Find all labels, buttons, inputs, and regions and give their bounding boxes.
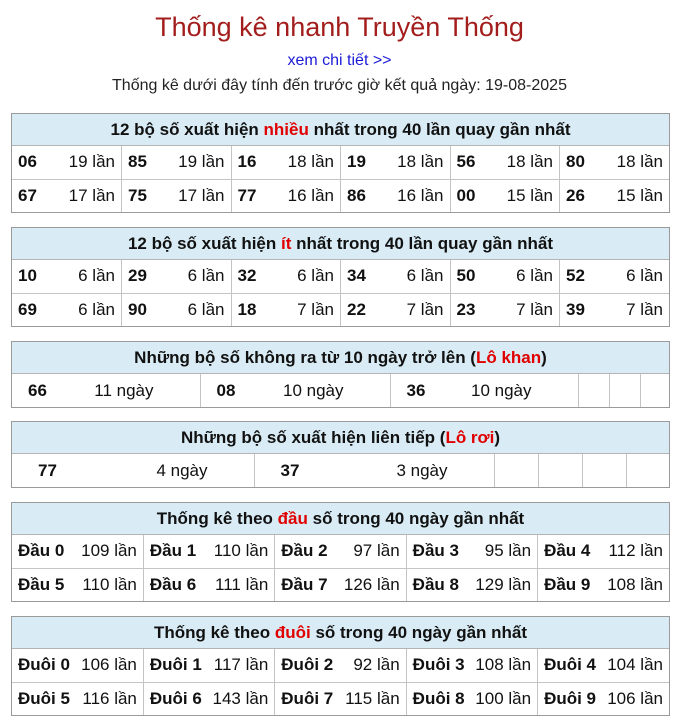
stat-cell <box>143 535 274 568</box>
stat-number: 69 <box>18 299 37 319</box>
table-row <box>12 454 671 487</box>
stat-number: Đuôi 6 <box>149 688 202 708</box>
stat-cell <box>143 649 274 682</box>
duoi-section <box>11 616 670 716</box>
stat-number: 50 <box>456 266 476 286</box>
section-header: 12 bộ số xuất hiện ít nhất trong 40 lần quay gần nhất <box>12 228 669 260</box>
stat-count: 10 ngày <box>471 380 532 400</box>
stat-cell <box>450 260 560 293</box>
stat-cell <box>231 146 341 179</box>
stat-count: 4 ngày <box>156 460 208 480</box>
stat-cell <box>450 179 560 212</box>
stat-number: Đuôi 5 <box>18 688 70 708</box>
page-subtitle: Thống kê dưới đây tính đến trước giờ kết quả ngày: 19-08-2025 <box>112 77 567 94</box>
stat-cell <box>122 293 232 326</box>
stat-count: 6 lần <box>406 266 444 286</box>
empty-cell <box>582 454 626 487</box>
stat-cell <box>560 179 670 212</box>
stat-cell <box>406 568 537 601</box>
stat-cell <box>12 454 254 487</box>
most-frequent-section <box>11 113 670 213</box>
stat-number: Đầu 4 <box>544 541 591 561</box>
stat-number: Đầu 0 <box>18 541 65 561</box>
page-title: Thống kê nhanh Truyền Thống <box>155 12 524 42</box>
lo-roi-section <box>11 421 670 488</box>
stat-count: 19 lần <box>68 152 115 172</box>
stat-number: Đuôi 7 <box>281 688 334 708</box>
stat-count: 18 lần <box>287 152 334 172</box>
duoi-table <box>12 649 669 715</box>
stat-number: Đầu 5 <box>18 574 65 594</box>
stat-number: 19 <box>347 152 366 172</box>
stat-count: 6 lần <box>187 299 225 319</box>
stat-cell <box>341 293 451 326</box>
stat-cell <box>12 260 122 293</box>
empty-cell <box>538 454 582 487</box>
stat-cell <box>341 260 451 293</box>
stat-cell <box>560 260 670 293</box>
stat-number: 39 <box>566 299 585 319</box>
stat-cell <box>143 682 274 715</box>
stat-count: 126 lần <box>343 574 400 594</box>
stat-cell <box>12 374 200 407</box>
view-details-link[interactable]: xem chi tiết >> <box>287 52 392 69</box>
section-header: Những bộ số xuất hiện liên tiếp (Lô rơi) <box>12 422 669 454</box>
stat-number: 00 <box>456 185 476 205</box>
stat-count: 100 lần <box>475 688 532 708</box>
stat-number: 36 <box>406 380 426 400</box>
stat-count: 6 lần <box>187 266 225 286</box>
stat-count: 112 lần <box>608 541 663 561</box>
stat-number: Đầu 1 <box>149 541 197 561</box>
stat-number: Đuôi 1 <box>149 655 202 675</box>
stat-count: 17 lần <box>68 185 115 205</box>
stat-number: 77 <box>237 185 257 205</box>
stat-cell <box>560 146 670 179</box>
stat-number: Đầu 9 <box>544 574 591 594</box>
stat-cell <box>341 146 451 179</box>
table-row <box>12 682 669 715</box>
stat-count: 16 lần <box>287 185 334 205</box>
most-frequent-table <box>12 146 669 212</box>
stat-count: 7 lần <box>297 299 334 319</box>
stat-count: 110 lần <box>213 541 269 561</box>
stat-cell <box>12 146 122 179</box>
stat-cell <box>231 293 341 326</box>
stat-number: 29 <box>128 266 147 286</box>
stat-number: 34 <box>347 266 366 286</box>
stat-count: 16 lần <box>397 185 444 205</box>
stat-count: 7 lần <box>626 299 663 319</box>
stat-number: 23 <box>456 299 476 319</box>
stat-number: 08 <box>216 380 236 400</box>
table-row <box>12 649 669 682</box>
stat-cell <box>275 568 406 601</box>
stat-number: Đuôi 0 <box>18 655 70 675</box>
table-row <box>12 293 669 326</box>
stat-number: 32 <box>237 266 257 286</box>
stat-count: 7 lần <box>406 299 444 319</box>
stat-count: 7 lần <box>516 299 553 319</box>
stat-number: 90 <box>128 299 147 319</box>
least-frequent-section <box>11 227 670 327</box>
stat-count: 143 lần <box>212 688 269 708</box>
empty-cell <box>626 454 671 487</box>
stat-number: Đầu 8 <box>412 574 459 594</box>
stat-count: 6 lần <box>297 266 334 286</box>
section-header: Thống kê theo đầu số trong 40 ngày gần nhất <box>12 503 669 535</box>
stat-count: 109 lần <box>81 541 137 561</box>
stat-cell <box>12 293 122 326</box>
stat-number: 75 <box>128 185 147 205</box>
stat-cell <box>390 374 578 407</box>
stat-count: 10 ngày <box>283 380 344 400</box>
stat-cell <box>406 682 537 715</box>
stat-count: 108 lần <box>607 574 663 594</box>
stat-cell <box>122 260 232 293</box>
stat-cell <box>450 146 560 179</box>
stat-cell <box>12 682 143 715</box>
stat-cell <box>12 179 122 212</box>
stat-cell <box>200 374 390 407</box>
lo-khan-table <box>12 374 671 407</box>
stat-cell <box>275 535 406 568</box>
stat-count: 6 lần <box>78 266 115 286</box>
stat-number: Đầu 2 <box>281 541 328 561</box>
stat-cell <box>12 568 143 601</box>
stat-count: 18 lần <box>616 152 663 172</box>
lo-khan-section <box>11 341 670 408</box>
stat-count: 17 lần <box>178 185 225 205</box>
stat-count: 106 lần <box>81 655 137 675</box>
stat-count: 129 lần <box>475 574 532 594</box>
stat-cell <box>12 535 143 568</box>
stat-count: 6 lần <box>626 266 663 286</box>
stat-count: 117 lần <box>213 655 269 675</box>
stat-cell <box>450 293 560 326</box>
stat-number: 37 <box>280 460 300 480</box>
empty-cell <box>494 454 538 487</box>
stat-number: Đuôi 8 <box>412 688 465 708</box>
stat-count: 110 lần <box>82 574 137 594</box>
stat-count: 6 lần <box>78 299 115 319</box>
stat-cell <box>122 146 232 179</box>
stat-number: 85 <box>128 152 147 172</box>
stat-number: 06 <box>18 152 37 172</box>
stat-count: 6 lần <box>516 266 553 286</box>
stat-cell <box>143 568 274 601</box>
stat-count: 115 lần <box>345 688 400 708</box>
stat-number: Đuôi 4 <box>544 655 597 675</box>
stat-count: 18 lần <box>397 152 444 172</box>
stat-number: 66 <box>28 380 47 400</box>
dau-table <box>12 535 669 601</box>
stat-count: 97 lần <box>353 541 400 561</box>
stat-count: 95 lần <box>484 541 532 561</box>
stat-cell <box>538 535 669 568</box>
stat-cell <box>538 649 669 682</box>
stat-number: 56 <box>456 152 476 172</box>
stat-count: 108 lần <box>475 655 532 675</box>
stat-number: 67 <box>18 185 37 205</box>
stat-cell <box>231 260 341 293</box>
stat-cell <box>231 179 341 212</box>
section-header: Thống kê theo đuôi số trong 40 ngày gần nhất <box>12 617 669 649</box>
stat-number: 52 <box>566 266 585 286</box>
table-row <box>12 179 669 212</box>
stat-number: 22 <box>347 299 366 319</box>
stat-count: 3 ngày <box>396 460 448 480</box>
section-header: 12 bộ số xuất hiện nhiều nhất trong 40 lần quay gần nhất <box>12 114 669 146</box>
stat-number: Đầu 7 <box>281 574 328 594</box>
section-header: Những bộ số không ra từ 10 ngày trở lên (Lô khan) <box>12 342 669 374</box>
least-frequent-table <box>12 260 669 326</box>
empty-cell <box>640 374 671 407</box>
stat-count: 19 lần <box>178 152 225 172</box>
stat-cell <box>538 568 669 601</box>
stat-cell <box>12 649 143 682</box>
stat-count: 111 lần <box>215 574 269 594</box>
lo-roi-table <box>12 454 671 487</box>
stat-count: 116 lần <box>82 688 137 708</box>
empty-cell <box>609 374 640 407</box>
stat-number: 10 <box>18 266 37 286</box>
stat-count: 106 lần <box>607 688 663 708</box>
stat-cell <box>538 682 669 715</box>
stat-cell <box>406 649 537 682</box>
stat-count: 15 lần <box>616 185 663 205</box>
stat-number: Đuôi 9 <box>544 688 597 708</box>
stat-cell <box>122 179 232 212</box>
stat-number: 26 <box>566 185 585 205</box>
table-row <box>12 374 671 407</box>
stat-cell <box>275 649 406 682</box>
stat-number: 18 <box>237 299 257 319</box>
table-row <box>12 535 669 568</box>
table-row <box>12 146 669 179</box>
stat-count: 11 ngày <box>94 380 154 400</box>
stat-number: Đầu 3 <box>412 541 459 561</box>
stat-cell <box>560 293 670 326</box>
table-row <box>12 568 669 601</box>
table-row <box>12 260 669 293</box>
stat-count: 104 lần <box>607 655 663 675</box>
stat-number: Đầu 6 <box>149 574 197 594</box>
stat-number: 77 <box>38 460 57 480</box>
stat-number: 86 <box>347 185 366 205</box>
stat-cell <box>254 454 494 487</box>
stat-count: 92 lần <box>353 655 400 675</box>
stat-cell <box>341 179 451 212</box>
stat-count: 18 lần <box>506 152 553 172</box>
stat-cell <box>275 682 406 715</box>
empty-cell <box>578 374 609 407</box>
stat-cell <box>406 535 537 568</box>
stat-number: 16 <box>237 152 257 172</box>
stat-number: Đuôi 3 <box>412 655 465 675</box>
stat-count: 15 lần <box>506 185 553 205</box>
dau-section <box>11 502 670 602</box>
stat-number: 80 <box>566 152 585 172</box>
stat-number: Đuôi 2 <box>281 655 334 675</box>
